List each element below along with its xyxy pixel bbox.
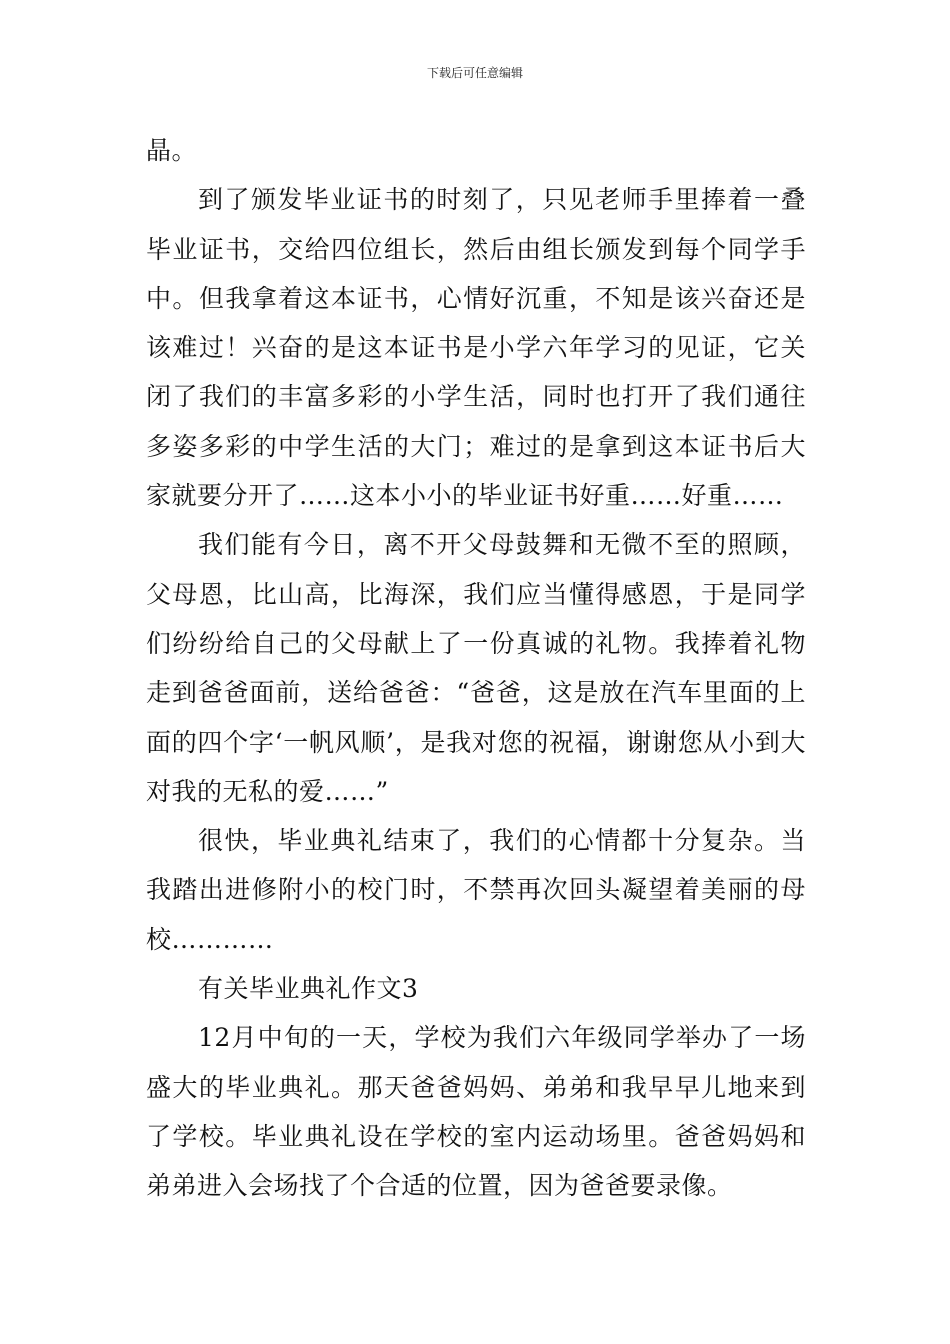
paragraph-4: 很快，毕业典礼结束了，我们的心情都十分复杂。当我踏出进修附小的校门时，不禁再次回头凝望着美丽的母校………… [146,826,806,954]
paragraph-1: 晶。 [146,136,198,165]
page-header-note: 下载后可任意编辑 [426,66,523,80]
section-heading: 有关毕业典礼作文3 [198,974,419,1004]
paragraph-2: 到了颁发毕业证书的时刻了，只见老师手里捧着一叠毕业证书，交给四位组长，然后由组长颁发到每个同学手中。但我拿着这本证书，心情好沉重，不知是该兴奋还是该难过！兴奋的是这本证书是小学六年学习的见证，它关闭了我们的丰富多彩的小学生活，同时也打开了我们通往多姿多彩的中学生活的大门；难过的是拿到这本证书后大家就要分开了……这本小小的毕业证书好重……好重…… [146,185,806,511]
paragraph-5: 12月中旬的一天，学校为我们六年级同学举办了一场盛大的毕业典礼。那天爸爸妈妈、弟弟和我早早儿地来到了学校。毕业典礼设在学校的室内运动场里。爸爸妈妈和弟弟进入会场找了个合适的位置，因为爸爸要录像。 [146,1023,806,1201]
paragraph-3: 我们能有今日，离不开父母鼓舞和无微不至的照顾，父母恩，比山高，比海深，我们应当懂得感恩，于是同学们纷纷给自己的父母献上了一份真诚的礼物。我捧着礼物走到爸爸面前，送给爸爸：“爸爸，这是放在汽车里面的上面的四个字‘一帆风顺’，是我对您的祝福，谢谢您从小到大对我的无私的爱……” [146,530,806,806]
document-body [146,126,806,1211]
